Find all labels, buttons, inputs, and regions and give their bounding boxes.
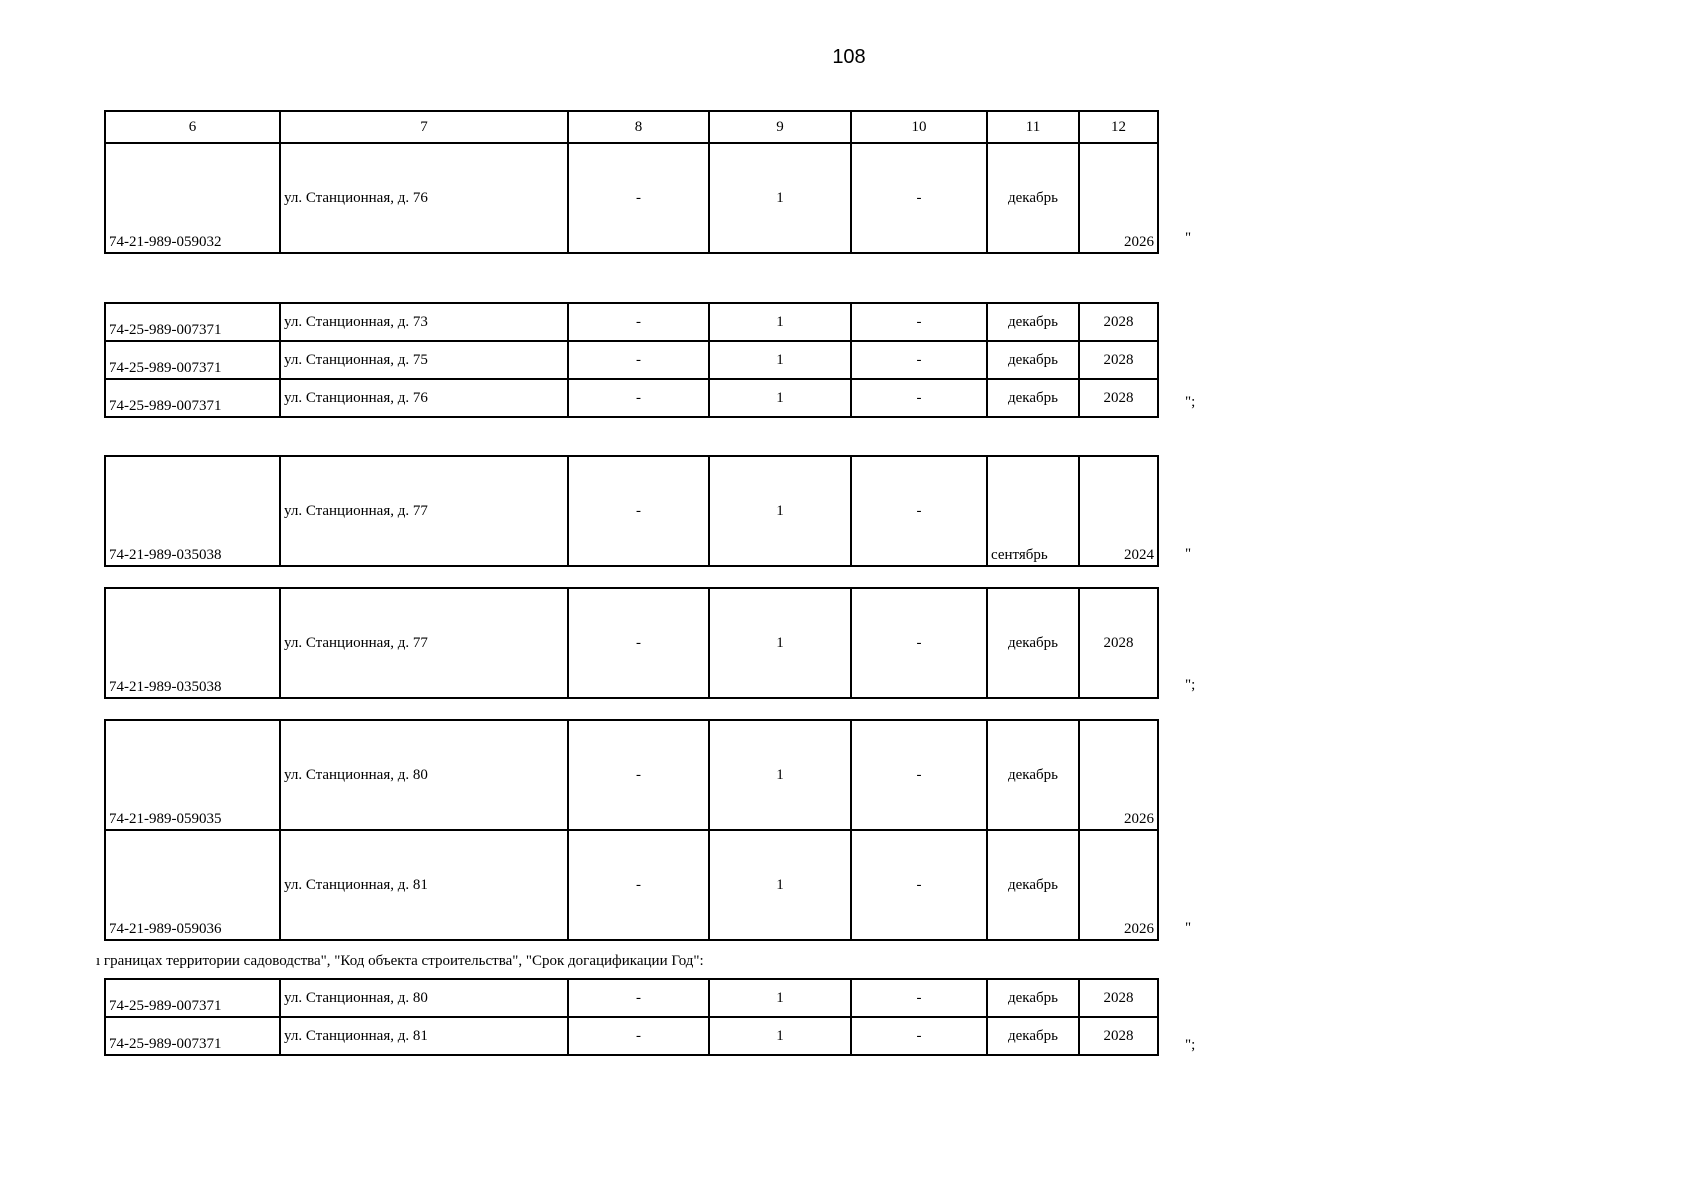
closing-quote: " xyxy=(1185,920,1192,936)
object-code: 74-21-989-059035 xyxy=(109,811,222,827)
closing-quote: "; xyxy=(1185,1037,1196,1053)
table-row xyxy=(105,1017,1158,1055)
col-9: 1 xyxy=(776,313,784,330)
object-code: 74-21-989-059032 xyxy=(109,234,222,250)
section-note: ı границах территории садоводства", "Код объекта строительства", "Срок догацификации Год": xyxy=(96,953,704,969)
header-cell: 10 xyxy=(911,118,927,135)
table-row xyxy=(105,341,1158,379)
col-8: - xyxy=(636,634,641,651)
header-row xyxy=(105,111,1158,143)
col-9: 1 xyxy=(776,189,784,206)
col-9: 1 xyxy=(776,766,784,783)
month: декабрь xyxy=(1008,1027,1058,1044)
year: 2026 xyxy=(1124,811,1154,827)
col-8: - xyxy=(636,876,641,893)
table-block-4 xyxy=(104,587,1159,699)
month: декабрь xyxy=(1008,989,1058,1006)
col-10: - xyxy=(916,1027,922,1044)
col-9: 1 xyxy=(776,634,784,651)
year: 2028 xyxy=(1103,389,1134,406)
year: 2028 xyxy=(1103,989,1134,1006)
year: 2028 xyxy=(1103,1027,1134,1044)
object-code: 74-21-989-035038 xyxy=(109,547,222,563)
header-cell: 8 xyxy=(634,118,643,135)
col-8: - xyxy=(636,1027,641,1044)
object-code: 74-25-989-007371 xyxy=(109,322,222,338)
month: декабрь xyxy=(1008,389,1058,406)
month: декабрь xyxy=(1008,766,1058,783)
col-8: - xyxy=(636,502,641,519)
address: ул. Станционная, д. 77 xyxy=(284,502,428,519)
address: ул. Станционная, д. 73 xyxy=(284,313,428,330)
table-block-1 xyxy=(104,110,1159,254)
col-8: - xyxy=(636,989,641,1006)
table-row xyxy=(105,720,1158,830)
col-9: 1 xyxy=(776,989,784,1006)
header-cell: 6 xyxy=(188,118,197,135)
address: ул. Станционная, д. 80 xyxy=(284,766,428,783)
month: декабрь xyxy=(1008,634,1058,651)
table-row xyxy=(105,979,1158,1017)
col-8: - xyxy=(636,313,641,330)
year: 2026 xyxy=(1124,234,1154,250)
table-row xyxy=(105,379,1158,417)
month: декабрь xyxy=(1008,351,1058,368)
table-row xyxy=(105,143,1158,253)
table-row xyxy=(105,588,1158,698)
header-cell: 12 xyxy=(1111,118,1126,135)
year: 2028 xyxy=(1103,313,1134,330)
table-block-5 xyxy=(104,719,1159,941)
object-code: 74-25-989-007371 xyxy=(109,998,222,1014)
col-9: 1 xyxy=(776,502,784,519)
address: ул. Станционная, д. 80 xyxy=(284,989,428,1006)
header-cell: 7 xyxy=(420,118,428,135)
col-10: - xyxy=(916,876,922,893)
table-row xyxy=(105,830,1158,940)
col-8: - xyxy=(636,351,641,368)
table-block-3 xyxy=(104,455,1159,567)
page-number: 108 xyxy=(832,46,866,68)
closing-quote: "; xyxy=(1185,394,1196,410)
object-code: 74-21-989-059036 xyxy=(109,921,222,937)
col-9: 1 xyxy=(776,351,784,368)
table-row xyxy=(105,456,1158,566)
address: ул. Станционная, д. 81 xyxy=(284,1027,428,1044)
month: декабрь xyxy=(1008,876,1058,893)
address: ул. Станционная, д. 76 xyxy=(284,389,428,406)
table-row xyxy=(105,303,1158,341)
year: 2024 xyxy=(1124,547,1154,563)
table-block-2 xyxy=(104,302,1159,418)
object-code: 74-25-989-007371 xyxy=(109,360,222,376)
closing-quote: "; xyxy=(1185,677,1196,693)
col-8: - xyxy=(636,389,641,406)
address: ул. Станционная, д. 81 xyxy=(284,876,428,893)
month: декабрь xyxy=(1008,313,1058,330)
col-10: - xyxy=(916,351,922,368)
col-10: - xyxy=(916,502,922,519)
year: 2026 xyxy=(1124,921,1154,937)
address: ул. Станционная, д. 76 xyxy=(284,189,428,206)
month: декабрь xyxy=(1008,189,1058,206)
header-cell: 9 xyxy=(776,118,784,135)
col-10: - xyxy=(916,189,922,206)
col-9: 1 xyxy=(776,1027,784,1044)
address: ул. Станционная, д. 75 xyxy=(284,351,428,368)
col-9: 1 xyxy=(776,876,784,893)
col-10: - xyxy=(916,389,922,406)
closing-quote: " xyxy=(1185,230,1192,246)
col-10: - xyxy=(916,989,922,1006)
col-8: - xyxy=(636,766,641,783)
object-code: 74-21-989-035038 xyxy=(109,679,222,695)
object-code: 74-25-989-007371 xyxy=(109,1036,222,1052)
year: 2028 xyxy=(1103,351,1134,368)
month: сентябрь xyxy=(991,547,1048,563)
col-10: - xyxy=(916,766,922,783)
header-cell: 11 xyxy=(1025,118,1041,135)
col-10: - xyxy=(916,634,922,651)
closing-quote: " xyxy=(1185,546,1192,562)
col-8: - xyxy=(636,189,641,206)
object-code: 74-25-989-007371 xyxy=(109,398,222,414)
address: ул. Станционная, д. 77 xyxy=(284,634,428,651)
year: 2028 xyxy=(1103,634,1134,651)
col-9: 1 xyxy=(776,389,784,406)
table-block-6 xyxy=(104,978,1159,1056)
col-10: - xyxy=(916,313,922,330)
